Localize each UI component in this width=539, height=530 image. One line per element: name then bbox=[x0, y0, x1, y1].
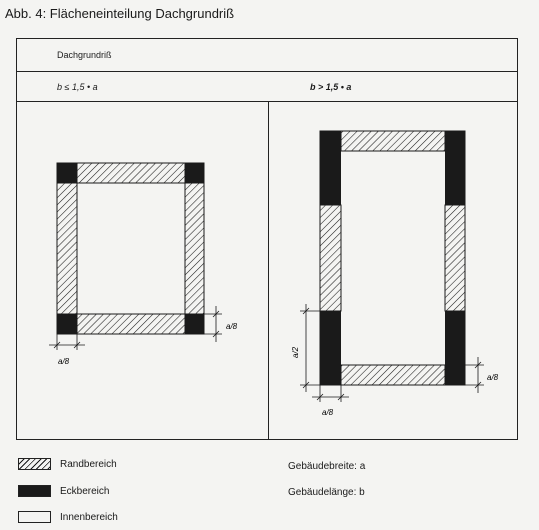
legend-label-innen: Innenbereich bbox=[60, 512, 118, 523]
info-length: Gebäudelänge: b bbox=[288, 487, 365, 498]
corner-zone-tr bbox=[185, 163, 204, 183]
legend-swatch-rand bbox=[18, 458, 51, 470]
table-header: Dachgrundriß bbox=[57, 50, 112, 60]
edge-zone-right bbox=[445, 205, 465, 311]
legend-swatch-eck bbox=[18, 485, 51, 497]
plan-right-outline bbox=[320, 131, 465, 385]
info-width: Gebäudebreite: a bbox=[288, 461, 366, 472]
edge-zone-bottom bbox=[341, 365, 445, 385]
corner-zone-bl bbox=[320, 311, 341, 385]
legend-label-rand: Randbereich bbox=[60, 459, 117, 470]
plan-left-outline bbox=[57, 163, 204, 334]
dim-label-right-right: a/8 bbox=[487, 373, 499, 382]
condition-right: b > 1,5 • a bbox=[310, 82, 352, 92]
edge-zone-bottom bbox=[77, 314, 185, 334]
plan-right bbox=[300, 131, 484, 402]
corner-zone-tl bbox=[320, 131, 341, 205]
dim-label-left-bottom: a/8 bbox=[58, 357, 70, 366]
edge-zone-top bbox=[77, 163, 185, 183]
dim-label-right-bottom: a/8 bbox=[322, 408, 334, 417]
corner-zone-br bbox=[445, 311, 465, 385]
edge-zone-left bbox=[320, 205, 341, 311]
legend-label-eck: Eckbereich bbox=[60, 486, 110, 497]
corner-zone-tl bbox=[57, 163, 77, 183]
corner-zone-bl bbox=[57, 314, 77, 334]
plan-left bbox=[49, 163, 222, 350]
legend-swatch-innen bbox=[18, 511, 51, 523]
edge-zone-top bbox=[341, 131, 445, 151]
edge-zone-right bbox=[185, 183, 204, 314]
edge-zone-left bbox=[57, 183, 77, 314]
corner-zone-tr bbox=[445, 131, 465, 205]
condition-left: b ≤ 1,5 • a bbox=[57, 82, 98, 92]
dim-label-left-right: a/8 bbox=[226, 322, 238, 331]
dim-label-a2: a/2 bbox=[291, 346, 300, 358]
figure-title: Abb. 4: Flächeneinteilung Dachgrundriß bbox=[5, 6, 235, 21]
corner-zone-br bbox=[185, 314, 204, 334]
